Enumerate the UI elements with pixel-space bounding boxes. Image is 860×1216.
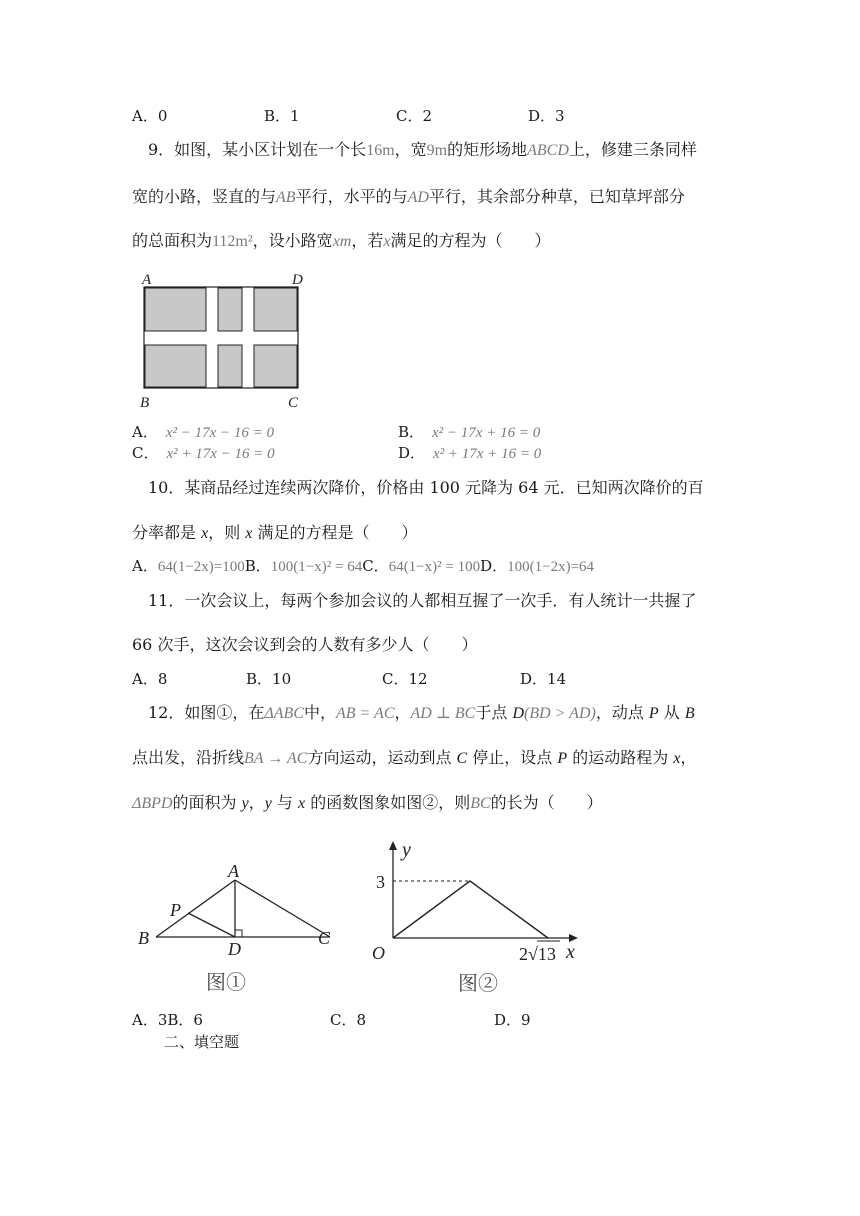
q9-option-a: A． x² − 17x − 16 = 0: [132, 423, 275, 441]
q11-option-c: C．12: [382, 670, 428, 688]
q12-option-d: D．9: [494, 1011, 531, 1029]
triangle-label-a: A: [228, 861, 239, 881]
triangle-label-b: B: [138, 928, 149, 948]
q12-line-1: 12．如图①，在ΔABC中，AB = AC，AD ⊥ BC于点 D(BD > AD)，动点 P 从 B: [148, 703, 695, 722]
graph-x-axis-label: x: [566, 941, 575, 963]
q12-graph-figure: [360, 838, 590, 1000]
grass-plot: [254, 345, 297, 387]
q12-options-ab: [132, 1009, 203, 1031]
q11-option-a: A．8: [132, 670, 168, 688]
q9-option-c: C． x² + 17x − 16 = 0: [132, 444, 275, 462]
q8-option-a: A．0: [132, 107, 168, 125]
vertex-label-d: D: [292, 272, 303, 288]
triangle-label-p: P: [170, 900, 181, 920]
q9-line-2: 宽的小路，竖直的与AB平行，水平的与AD平行，其余部分种草，已知草坪部分: [132, 187, 685, 206]
q11-option-d: D．14: [520, 670, 567, 688]
q12-line-3: ΔBPD的面积为 y，y 与 x 的函数图象如图②，则BC的长为（ ）: [132, 793, 603, 812]
graph-y-value-label: 3: [376, 872, 385, 892]
q12-option-c: C．8: [330, 1011, 367, 1029]
grass-plot: [254, 288, 297, 331]
vertex-label-b: B: [140, 395, 150, 411]
vertex-label-c: C: [288, 395, 299, 411]
q10-option-b: B．100(1−x)² = 64: [244, 557, 363, 575]
graph-x-value-label: 2√13: [519, 944, 556, 964]
q8-option-c: C．2: [396, 107, 433, 125]
q9-field-figure: [132, 268, 318, 412]
q12-line-2: 点出发，沿折线BA → AC方向运动，运动到点 C 停止，设点 P 的运动路程为 x，: [132, 748, 697, 767]
vertex-label-a: A: [142, 272, 152, 288]
triangle-label-c: C: [318, 928, 331, 948]
figure-2-caption: 图②: [458, 973, 498, 995]
q9-line-1: 9．如图，某小区计划在一个长16m，宽9m的矩形场地ABCD上，修建三条同样: [148, 140, 697, 159]
graph-y-axis-label: y: [402, 839, 411, 861]
q8-option-d: D．3: [528, 107, 565, 125]
q9-option-b: B． x² − 17x + 16 = 0: [398, 423, 541, 441]
q10-option-c: C．64(1−x)² = 100: [362, 557, 481, 575]
grass-plot: [218, 288, 242, 331]
q12-option-a: A．3: [132, 1011, 168, 1029]
grass-plot: [145, 288, 206, 331]
q10-line-2: 分率都是 x，则 x 满足的方程是（ ）: [132, 523, 418, 542]
q12-option-b: B．6: [167, 1011, 203, 1029]
grass-plot: [145, 345, 206, 387]
q10-option-a: A．64(1−2x)=100: [132, 557, 245, 575]
graph-origin-label: O: [372, 943, 385, 963]
q12-triangle-figure: [132, 858, 342, 998]
figure-1-caption: 图①: [206, 972, 246, 994]
q9-option-d: D． x² + 17x + 16 = 0: [398, 444, 542, 462]
q10-option-d: D．100(1−2x)=64: [480, 557, 595, 575]
q11-line-1: 11．一次会议上，每两个参加会议的人都相互握了一次手．有人统计一共握了: [148, 591, 697, 610]
q10-line-1: 10．某商品经过连续两次降价，价格由 100 元降为 64 元．已知两次降价的百: [148, 478, 704, 497]
q10-options: [132, 555, 594, 578]
triangle-label-d: D: [228, 939, 241, 959]
q11-line-2: 66 次手，这次会议到会的人数有多少人（ ）: [132, 635, 478, 654]
section-title: 二、填空题: [164, 1033, 240, 1051]
grass-plot: [218, 345, 242, 387]
q11-option-b: B．10: [246, 670, 292, 688]
q9-line-3: 的总面积为112m²，设小路宽xm，若x满足的方程为（ ）: [132, 231, 551, 250]
q8-option-b: B．1: [264, 107, 300, 125]
